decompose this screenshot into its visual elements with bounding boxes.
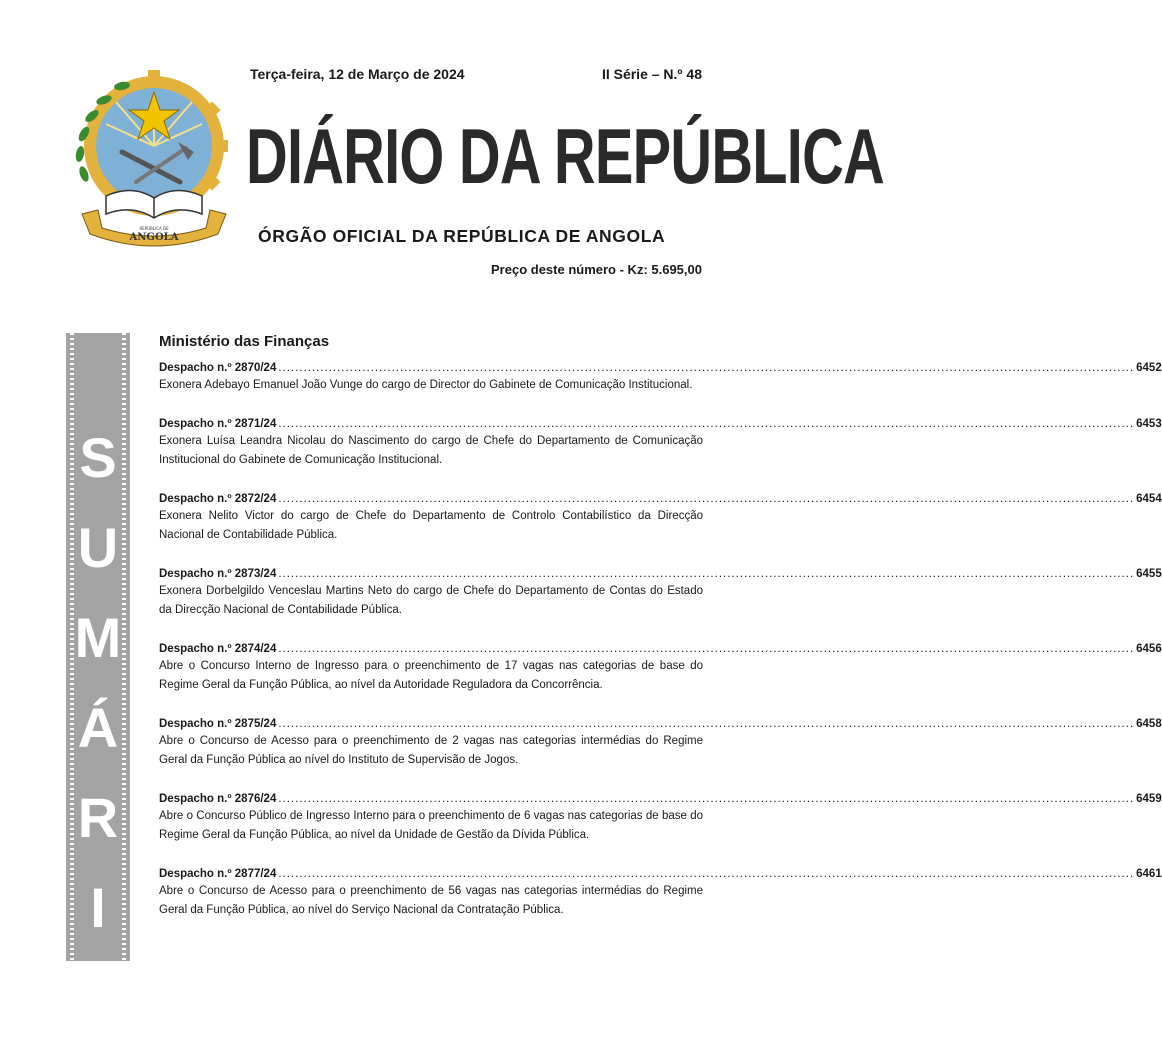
publication-subtitle: ÓRGÃO OFICIAL DA REPÚBLICA DE ANGOLA xyxy=(258,226,666,246)
summary-entry xyxy=(159,793,1162,845)
entry-page-number: 6458 xyxy=(1136,718,1162,730)
sidebar-letters xyxy=(66,413,130,1043)
emblem-top-text: REPÚBLICA DE xyxy=(139,226,169,231)
entry-description: Abre o Concurso de Acesso para o preenchimento de 56 vagas nas categorias intermédias do Regime Geral da Função Pública, ao nível do Serviço Nacional da Contratação Pública. xyxy=(159,885,703,916)
sidebar-letter: M xyxy=(74,606,122,669)
summary-entry xyxy=(159,493,1162,545)
entry-page-number: 6452 xyxy=(1136,362,1162,374)
angola-coat-of-arms-emblem xyxy=(62,64,240,246)
leader-dots xyxy=(278,362,1134,374)
entry-heading xyxy=(159,568,1162,580)
entry-page-number: 6461 xyxy=(1136,868,1162,880)
entry-description: Exonera Luísa Leandra Nicolau do Nascimento do cargo de Chefe do Departamento de Comunicação Institucional do Gabinete de Comunicação Institucional. xyxy=(159,435,703,466)
leader-dots xyxy=(278,568,1134,580)
entry-page-number: 6454 xyxy=(1136,493,1162,505)
summary-entry xyxy=(159,643,1162,695)
leader-dots xyxy=(278,418,1134,430)
entry-page-number: 6456 xyxy=(1136,643,1162,655)
entry-title: Despacho n.º 2876/24 xyxy=(159,793,277,805)
entry-description: Exonera Adebayo Emanuel João Vunge do cargo de Director do Gabinete de Comunicação Institucional. xyxy=(159,379,693,391)
summary-entry xyxy=(159,568,1162,620)
entry-description: Abre o Concurso Interno de Ingresso para o preenchimento de 17 vagas nas categorias de base do Regime Geral da Função Pública, ao nível da Autoridade Reguladora da Concorrência. xyxy=(159,660,703,691)
entry-title: Despacho n.º 2875/24 xyxy=(159,718,277,730)
sidebar-letter: R xyxy=(77,786,119,849)
entry-heading xyxy=(159,868,1162,880)
emblem-banner-text: ANGOLA xyxy=(129,232,179,243)
entry-description: Exonera Dorbelgildo Venceslau Martins Neto do cargo de Chefe do Departamento de Contas do Estado da Direcção Nacional de Contabilidade Pública. xyxy=(159,585,703,616)
sidebar-letter: Á xyxy=(77,696,119,759)
summary-entry xyxy=(159,868,1162,920)
entry-description: Abre o Concurso de Acesso para o preenchimento de 2 vagas nas categorias intermédias do Regime Geral da Função Pública ao nível do Instituto de Supervisão de Jogos. xyxy=(159,735,703,766)
sidebar-letter: S xyxy=(79,426,117,489)
entry-page-number: 6455 xyxy=(1136,568,1162,580)
summary-content xyxy=(159,333,1162,943)
entry-title: Despacho n.º 2870/24 xyxy=(159,362,277,374)
ministry-heading: Ministério das Finanças xyxy=(159,333,330,350)
entry-title: Despacho n.º 2877/24 xyxy=(159,868,277,880)
summary-entry xyxy=(159,418,1162,470)
entry-heading xyxy=(159,643,1162,655)
entry-heading xyxy=(159,493,1162,505)
entry-description: Abre o Concurso Público de Ingresso Interno para o preenchimento de 6 vagas nas categorias de base do Regime Geral da Função Pública, ao nível da Unidade de Gestão da Dívida Pública. xyxy=(159,810,703,841)
sidebar-letter: O xyxy=(76,966,120,1029)
entry-heading xyxy=(159,718,1162,730)
leader-dots xyxy=(278,718,1134,730)
leader-dots xyxy=(278,793,1134,805)
summary-sidebar xyxy=(66,333,130,1029)
entry-description: Exonera Nelito Victor do cargo de Chefe do Departamento de Controlo Contabilístico da Direcção Nacional de Contabilidade Pública. xyxy=(159,510,703,541)
entry-title: Despacho n.º 2872/24 xyxy=(159,493,277,505)
entry-title: Despacho n.º 2873/24 xyxy=(159,568,277,580)
publication-title: DIÁRIO DA REPÚBLICA xyxy=(246,112,884,200)
issue-date: Terça-feira, 12 de Março de 2024 xyxy=(250,66,465,82)
summary-entry xyxy=(159,718,1162,770)
entry-heading xyxy=(159,362,1162,374)
leader-dots xyxy=(278,868,1134,880)
leader-dots xyxy=(278,643,1134,655)
sidebar-letter: U xyxy=(77,516,119,579)
sidebar-letter: I xyxy=(90,876,106,939)
entry-title: Despacho n.º 2874/24 xyxy=(159,643,277,655)
issue-price: Preço deste número - Kz: 5.695,00 xyxy=(491,262,702,277)
entry-heading xyxy=(159,793,1162,805)
leader-dots xyxy=(278,493,1134,505)
issue-series-number: II Série – N.º 48 xyxy=(601,66,702,82)
entry-title: Despacho n.º 2871/24 xyxy=(159,418,277,430)
entry-heading xyxy=(159,418,1162,430)
entry-page-number: 6453 xyxy=(1136,418,1162,430)
summary-entry xyxy=(159,362,1162,395)
entry-page-number: 6459 xyxy=(1136,793,1162,805)
